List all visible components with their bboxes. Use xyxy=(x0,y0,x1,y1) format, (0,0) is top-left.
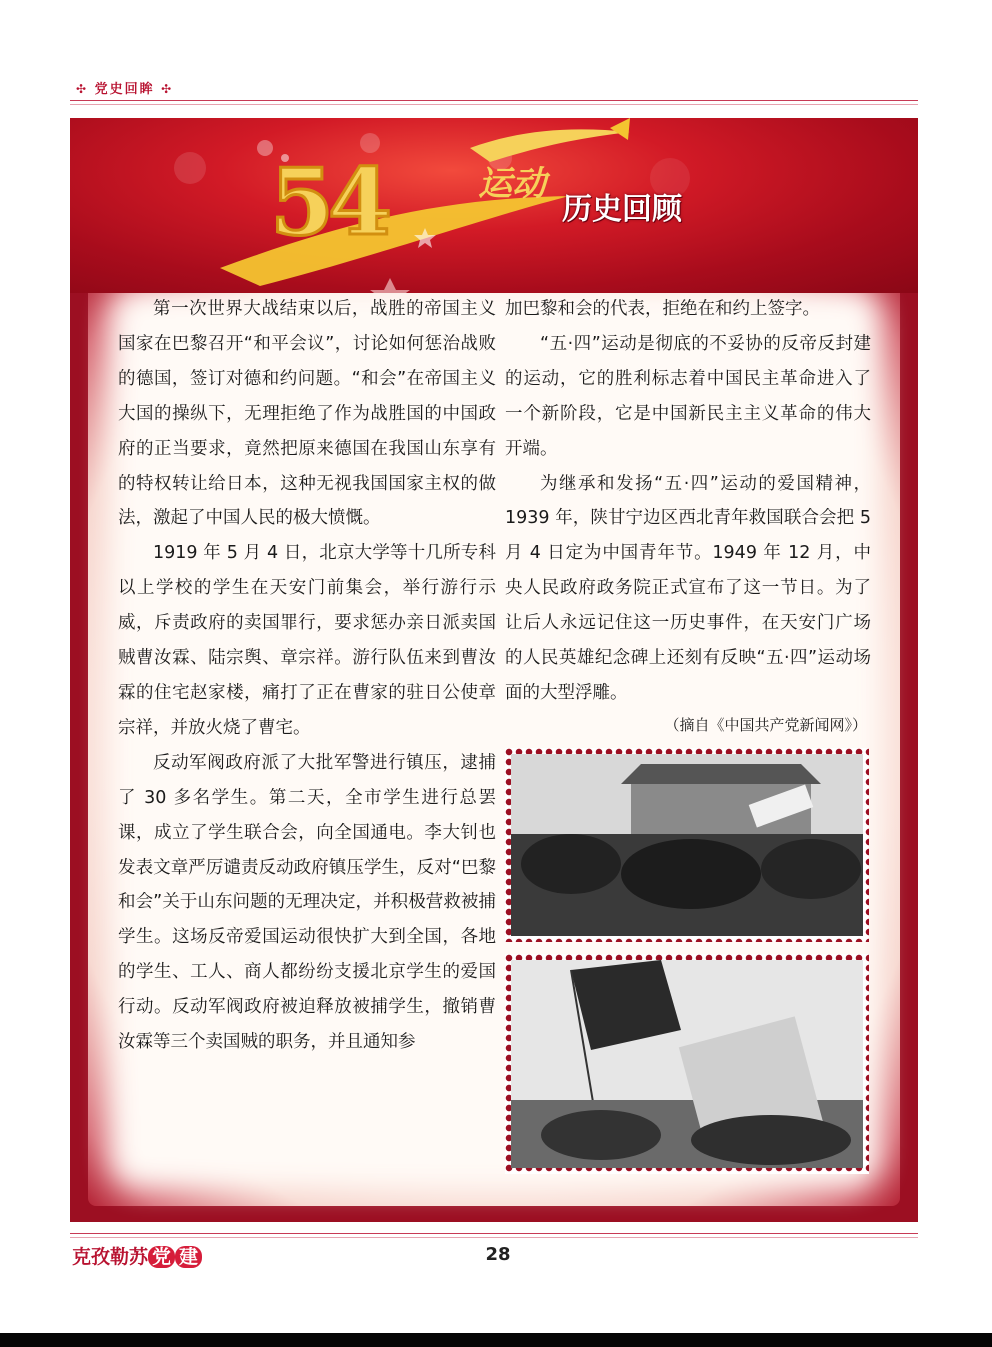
paragraph: 为继承和发扬“五·四”运动的爱国精神，1939 年，陕甘宁边区西北青年救国联合会把 5 月 4 日定为中国青年节。1949 年 12 月，中央人民政府政务院正式宣布了这一节日。为了让后人永远记住这一历史事件，在天安门广场的人民英雄纪念碑上还刻有反映“五·四”运动场面的大型浮雕。 xyxy=(505,473,871,703)
page-number: 28 xyxy=(485,1244,511,1265)
paragraph: 1919 年 5 月 4 日，北京大学等十几所专科以上学校的学生在天安门前集会，举行游行示威，斥责政府的卖国罪行，要求惩办亲日派卖国贼曹汝霖、陆宗舆、章宗祥。游行队伍来到曹汝霖的住宅赵家楼，痛打了正在曹家的驻日公使章宗祥，并放火烧了曹宅。 xyxy=(118,543,496,738)
brand-text: 克孜勒苏 xyxy=(72,1246,149,1268)
footer-divider xyxy=(70,1233,918,1234)
banner-word-movement: 运动 xyxy=(478,164,546,204)
photo-flags-icon xyxy=(511,960,863,1168)
brand-highlight: 建 xyxy=(175,1246,202,1268)
title-banner xyxy=(70,118,918,293)
paragraph-continuation: 加巴黎和会的代表，拒绝在和约上签字。 xyxy=(505,299,820,319)
banner-art-icon xyxy=(70,118,918,293)
footer-divider xyxy=(70,1237,918,1238)
publication-brand xyxy=(72,1242,202,1269)
section-header xyxy=(76,78,173,97)
section-title: 党史回眸 xyxy=(94,82,155,97)
historical-photo-tiananmen xyxy=(505,748,869,942)
banner-numerals: 54 xyxy=(270,148,387,256)
brand-highlight: 党 xyxy=(148,1246,175,1268)
paragraph: 第一次世界大战结束以后，战胜的帝国主义国家在巴黎召开“和平会议”，讨论如何惩治战败的德国，签订对德和约问题。“和会”在帝国主义大国的操纵下，无理拒绝了作为战胜国的中国政府的正当要求，竟然把原来德国在我国山东享有的特权转让给日本，这种无视我国国家主权的做法，激起了中国人民的极大愤慨。 xyxy=(118,299,496,529)
banner-word-review: 历史回顾 xyxy=(562,192,682,227)
right-column xyxy=(505,292,871,711)
header-divider xyxy=(70,104,918,105)
bottom-bar xyxy=(0,1333,992,1347)
paragraph: 反动军阀政府派了大批军警进行镇压，逮捕了 30 多名学生。第二天，全市学生进行总罢课，成立了学生联合会，向全国通电。李大钊也发表文章严厉谴责反动政府镇压学生，反对“巴黎和会”关于山东问题的无理决定，并积极营救被捕学生。这场反帝爱国运动很快扩大到全国，各地的学生、工人、商人都纷纷支援北京学生的爱国行动。反动军阀政府被迫释放被捕学生，撤销曹汝霖等三个卖国贼的职务，并且通知参 xyxy=(118,752,496,1053)
ornament-icon: ✣ xyxy=(76,82,89,96)
left-column xyxy=(118,292,496,1060)
historical-photo-march xyxy=(505,954,869,1174)
ornament-icon: ✣ xyxy=(161,82,174,96)
article-source: （摘自《中国共产党新闻网》） xyxy=(664,716,867,734)
header-divider xyxy=(70,100,918,101)
photo-crowd-icon xyxy=(511,754,863,936)
paragraph: “五·四”运动是彻底的不妥协的反帝反封建的运动，它的胜利标志着中国民主革命进入了一个新阶段，它是中国新民主主义革命的伟大开端。 xyxy=(505,333,871,459)
